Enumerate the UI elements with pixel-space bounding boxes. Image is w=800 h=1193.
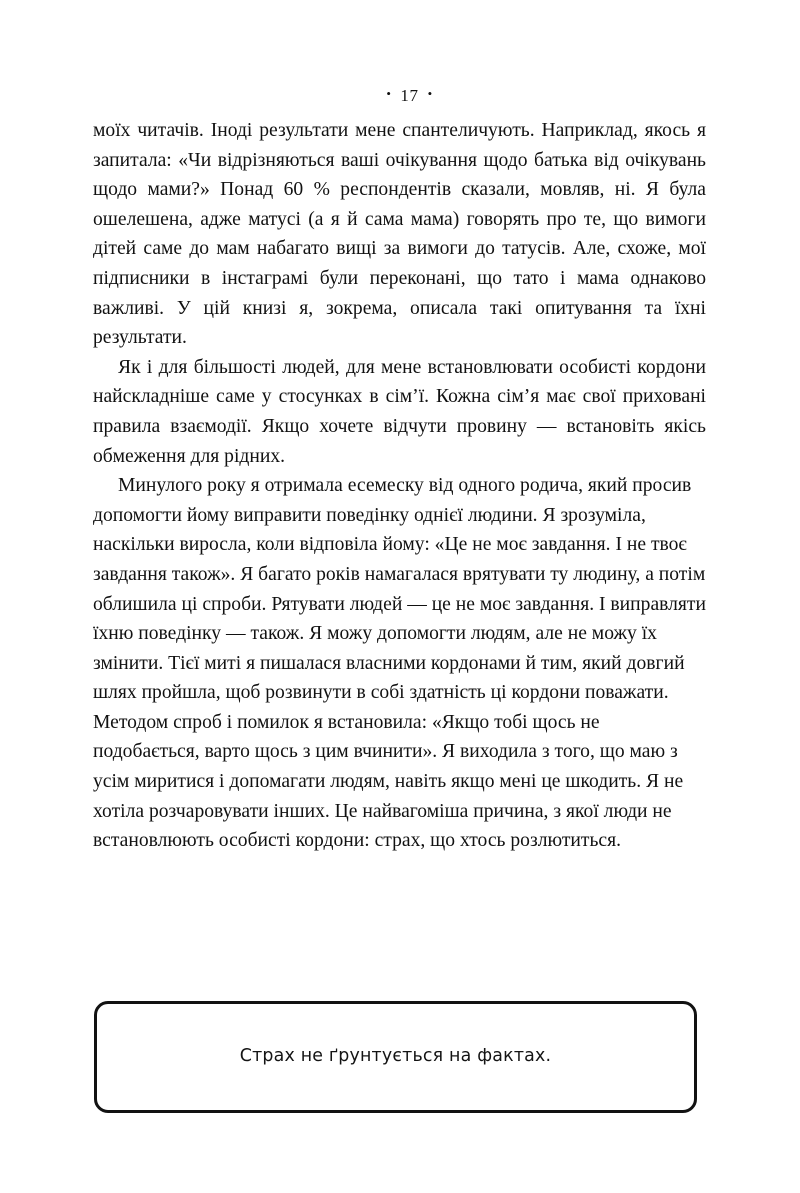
pull-quote-box xyxy=(94,1001,697,1113)
folio-left-ornament: • xyxy=(386,86,392,101)
paragraph: Минулого року я отримала есемеску від одного родича, який просив допомогти йому виправити поведінку однієї людини. Я зрозуміла, наскільки виросла, коли відповіла йому: «Це не моє завдання. І не твоє завдання також». Я багато років намагалася врятувати ту людину, а потім облишила ці спроби. Рятувати людей — це не моє завдання. І виправляти їхню поведінку — також. Я можу допомогти людям, але не можу їх змінити. Тієї миті я пишалася власними кордонами й тим, який довгий шлях пройшла, щоб розвинути в собі здатність ці кордони поважати. Методом спроб і помилок я встановила: «Якщо тобі щось не подобається, варто щось з цим вчинити». Я виходила з того, що маю з усім миритися і допомагати людям, навіть якщо мені це шкодить. Я не хотіла розчаровувати інших. Це найвагоміша причина, з якої люди не встановлюють особисті кордони: страх, що хтось розлютиться. xyxy=(93,475,706,852)
paragraph: Як і для більшості людей, для мене встановлювати особисті кордони найскладніше саме у стосунках в сім’ї. Кожна сім’я має свої приховані правила взаємодії. Якщо хочете відчути провину — встановіть якісь обмеження для рідних. xyxy=(93,356,706,467)
body-text-block xyxy=(93,116,706,856)
page-number: 17 xyxy=(400,86,419,105)
paragraph: моїх читачів. Іноді результати мене спантеличують. Наприклад, якось я запитала: «Чи відрізняються ваші очікування щодо батька від очікувань щодо мами?» Понад 60 % респондентів сказали, мовляв, ні. Я була ошелешена, адже матусі (а я й сама мама) говорять про те, що вимоги дітей саме до мам набагато вищі за вимоги до татусів. Але, схоже, мої підписники в інстаграмі були переконані, що тато і мама однаково важливі. У цій книзі я, зокрема, описала такі опитування та їхні результати. xyxy=(93,120,706,349)
pull-quote-text: Страх не ґрунтується на фактах. xyxy=(239,1046,552,1067)
folio-right-ornament: • xyxy=(427,86,433,101)
page-folio xyxy=(0,70,800,121)
